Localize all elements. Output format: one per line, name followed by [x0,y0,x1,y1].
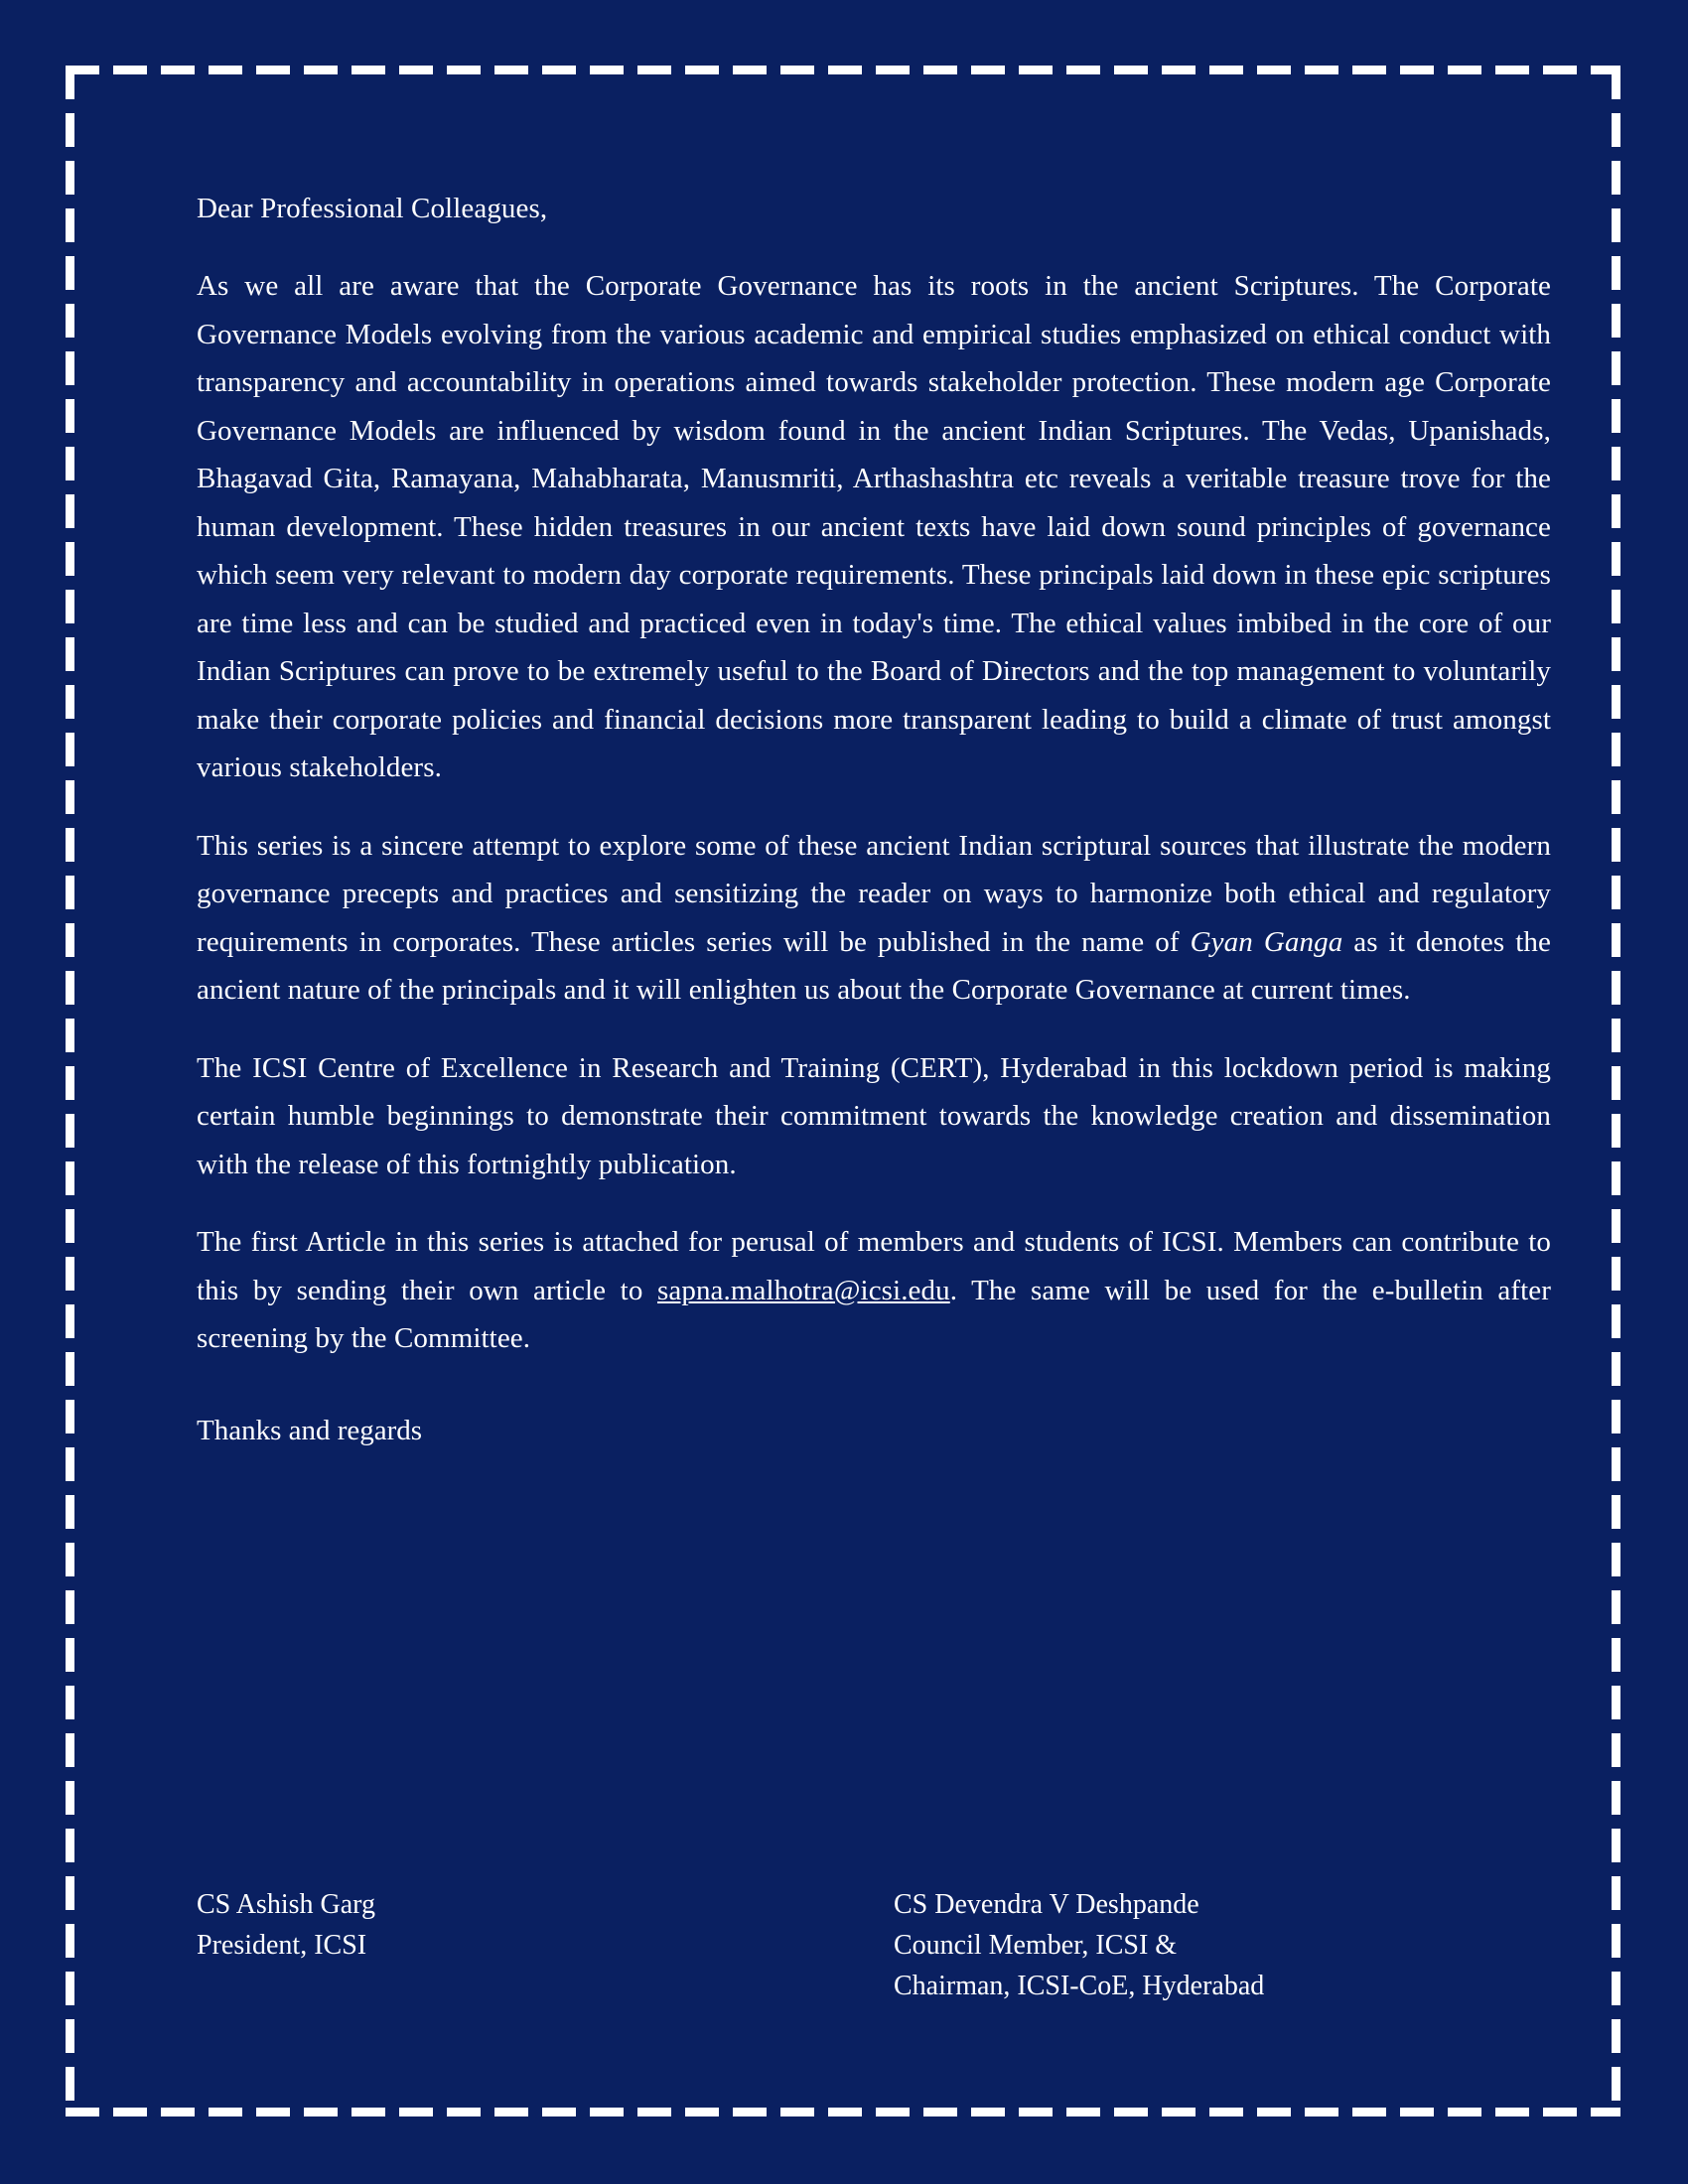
border-edge-top [66,66,1620,74]
paragraph-icsi-cert-hyderabad: The ICSI Centre of Excellence in Research and Training (CERT), Hyderabad in this lockdown period is making certain humble beginnings to demonstrate their commitment towards the knowledge creation and dissemination with the release of this fortnightly publication. [197,1051,1551,1180]
signature-right-name: CS Devendra V Deshpande [894,1889,1199,1920]
signature-left-name: CS Ashish Garg [197,1889,375,1920]
border-corner-bottom-right [1612,2108,1620,2116]
letter-body [197,185,1551,1454]
signature-right [894,1884,1551,2006]
signature-left [197,1884,894,2006]
signature-left-title: President, ICSI [197,1930,367,1961]
border-edge-bottom [66,2108,1620,2116]
border-corner-top-right [1612,66,1620,74]
signature-right-title-1: Council Member, ICSI & [894,1930,1178,1961]
paragraph-first-article-submission [197,1218,1551,1363]
paragraph-series-intent-part-1: This series is a sincere attempt to explore some of these ancient Indian scriptural sources that illustrate the modern governance precepts and practices and sensitizing the reader on ways to harmonize both ethical and regulatory requirements in corporates. These articles series will be published in the name of [197,829,1551,958]
paragraph-series-intent [197,822,1551,1015]
border-corner-bottom-left [66,2108,74,2116]
paragraph-corporate-governance-roots: As we all are aware that the Corporate Governance has its roots in the ancient Scriptures. The Corporate Governance Models evolving from the various academic and empirical studies emphasized on ethical conduct with transparency and accountability in operations aimed towards stakeholder protection. These modern age Corporate Governance Models are influenced by wisdom found in the ancient Indian Scriptures. The Vedas, Upanishads, Bhagavad Gita, Ramayana, Mahabharata, Manusmriti, Arthashashtra etc reveals a veritable treasure trove for the human development. These hidden treasures in our ancient texts have laid down sound principles of governance which seem very relevant to modern day corporate requirements. These principals laid down in these epic scriptures are time less and can be studied and practiced even in today's time. The ethical values imbibed in the core of our Indian Scriptures can prove to be extremely useful to the Board of Directors and the top management to voluntarily make their corporate policies and financial decisions more transparent leading to build a climate of trust amongst various stakeholders. [197,270,1551,783]
border-edge-right [1612,66,1620,2116]
paragraph-first-article-part-2: . The same will be used for the e-bulletin after screening by the Committee. [197,1274,1552,1354]
signature-right-title-2: Chairman, ICSI-CoE, Hyderabad [894,1971,1265,2001]
border-edge-left [66,66,74,2116]
border-corner-top-left [66,66,74,74]
signature-block [197,1884,1551,2006]
publication-name-gyan-ganga: Gyan Ganga [1190,925,1343,958]
salutation: Dear Professional Colleagues, [197,193,548,224]
paragraph-first-article-part-1: The first Article in this series is attached for perusal of members and students of ICSI. Members can contribute to this by sending their own article to [197,1226,1551,1306]
contact-email-link[interactable]: sapna.malhotra@icsi.edu [656,1274,950,1306]
closing-line: Thanks and regards [197,1414,423,1446]
paragraph-series-intent-part-2: as it denotes the ancient nature of the principals and it will enlighten us about the Corporate Governance at current times. [197,925,1551,1006]
